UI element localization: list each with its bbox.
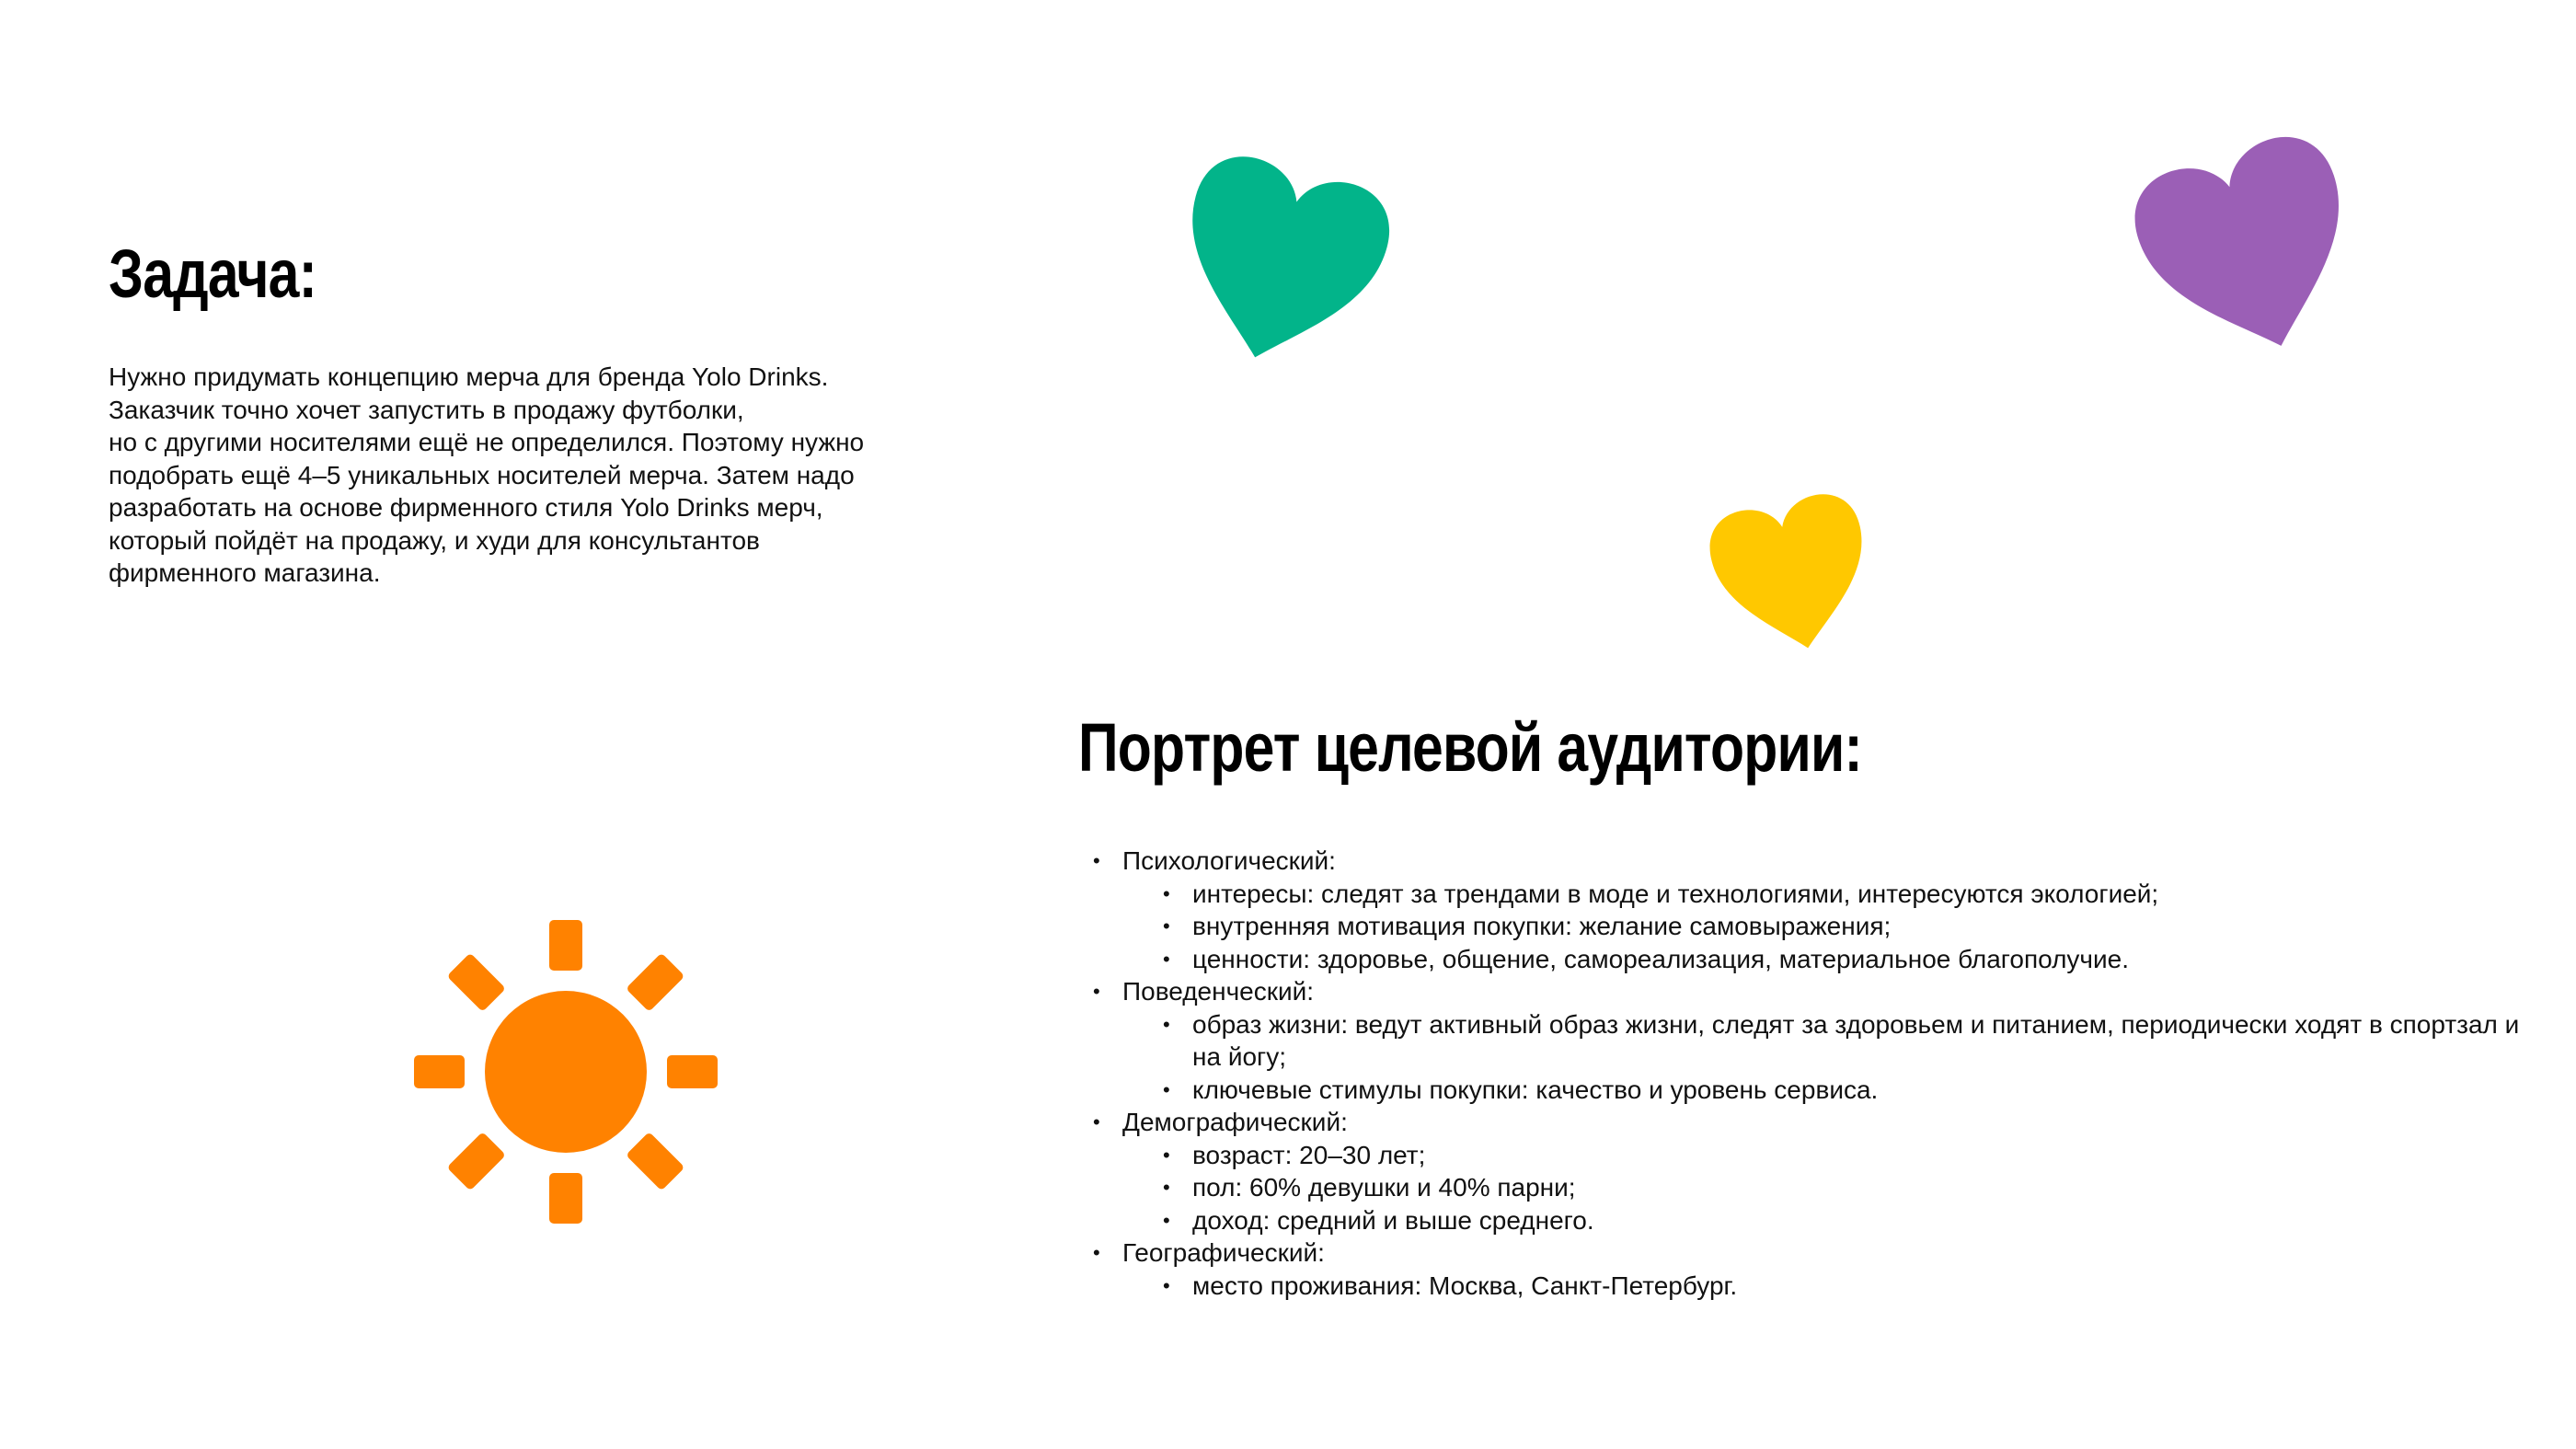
list-item: • место проживания: Москва, Санкт-Петербург. bbox=[1163, 1270, 2528, 1303]
group-label: Географический: bbox=[1122, 1238, 1325, 1267]
audience-group-geographic bbox=[1093, 1236, 2528, 1302]
task-line: фирменного магазина. bbox=[109, 558, 381, 587]
sun-ray bbox=[447, 953, 506, 1012]
yellow-heart-shape bbox=[1703, 488, 1882, 662]
group-items bbox=[1122, 1139, 2528, 1237]
group-items bbox=[1122, 878, 2528, 976]
task-line: который пойдёт на продажу, и худи для консультантов bbox=[109, 525, 760, 555]
sun-core bbox=[485, 991, 647, 1153]
sun-ray bbox=[549, 920, 582, 971]
group-items bbox=[1122, 1008, 2528, 1107]
yellow-heart-icon bbox=[1700, 478, 1884, 662]
sun-ray bbox=[549, 1173, 582, 1224]
purple-heart-icon bbox=[2125, 120, 2374, 368]
list-item: • внутренняя мотивация покупки: желание самовыражения; bbox=[1163, 910, 2528, 943]
list-item: • образ жизни: ведут активный образ жизни, следят за здоровьем и питанием, периодически ходят в спортзал и на йогу; bbox=[1163, 1008, 2528, 1074]
task-line: Нужно придумать концепцию мерча для бренда Yolo Drinks. bbox=[109, 362, 829, 391]
audience-group-behavioral bbox=[1093, 975, 2528, 1106]
group-items bbox=[1122, 1270, 2528, 1303]
audience-group-demographic bbox=[1093, 1106, 2528, 1236]
task-line: разработать на основе фирменного стиля Yolo Drinks мерч, bbox=[109, 493, 823, 522]
task-line: Заказчик точно хочет запустить в продажу футболки, bbox=[109, 395, 744, 424]
sun-ray bbox=[626, 953, 684, 1012]
task-line: подобрать ещё 4–5 уникальных носителей мерча. Затем надо bbox=[109, 460, 855, 489]
audience-list bbox=[1093, 845, 2528, 1302]
sun-ray bbox=[414, 1055, 465, 1088]
list-item: • доход: средний и выше среднего. bbox=[1163, 1204, 2528, 1237]
green-heart-icon bbox=[1161, 138, 1400, 377]
task-title: Задача: bbox=[109, 236, 316, 312]
list-item: • ключевые стимулы покупки: качество и уровень сервиса. bbox=[1163, 1074, 2528, 1107]
audience-group-psychological bbox=[1093, 845, 2528, 975]
group-label: Демографический: bbox=[1122, 1108, 1348, 1136]
sun-icon bbox=[405, 911, 727, 1233]
sun-ray bbox=[626, 1132, 684, 1190]
audience-title: Портрет целевой аудитории: bbox=[1078, 709, 1862, 786]
list-item: • пол: 60% девушки и 40% парни; bbox=[1163, 1171, 2528, 1204]
task-line: но с другими носителями ещё не определился. Поэтому нужно bbox=[109, 428, 865, 456]
task-description bbox=[109, 361, 1047, 590]
sun-ray bbox=[447, 1132, 506, 1190]
sun-group bbox=[414, 920, 718, 1224]
green-heart-shape bbox=[1161, 145, 1400, 377]
list-item: • возраст: 20–30 лет; bbox=[1163, 1139, 2528, 1172]
sun-ray bbox=[667, 1055, 718, 1088]
list-item: • интересы: следят за трендами в моде и технологиями, интересуются экологией; bbox=[1163, 878, 2528, 911]
list-item: • ценности: здоровье, общение, самореализация, материальное благополучие. bbox=[1163, 943, 2528, 976]
group-label: Психологический: bbox=[1122, 846, 1336, 875]
purple-heart-shape bbox=[2125, 124, 2374, 368]
group-label: Поведенческий: bbox=[1122, 977, 1315, 1006]
